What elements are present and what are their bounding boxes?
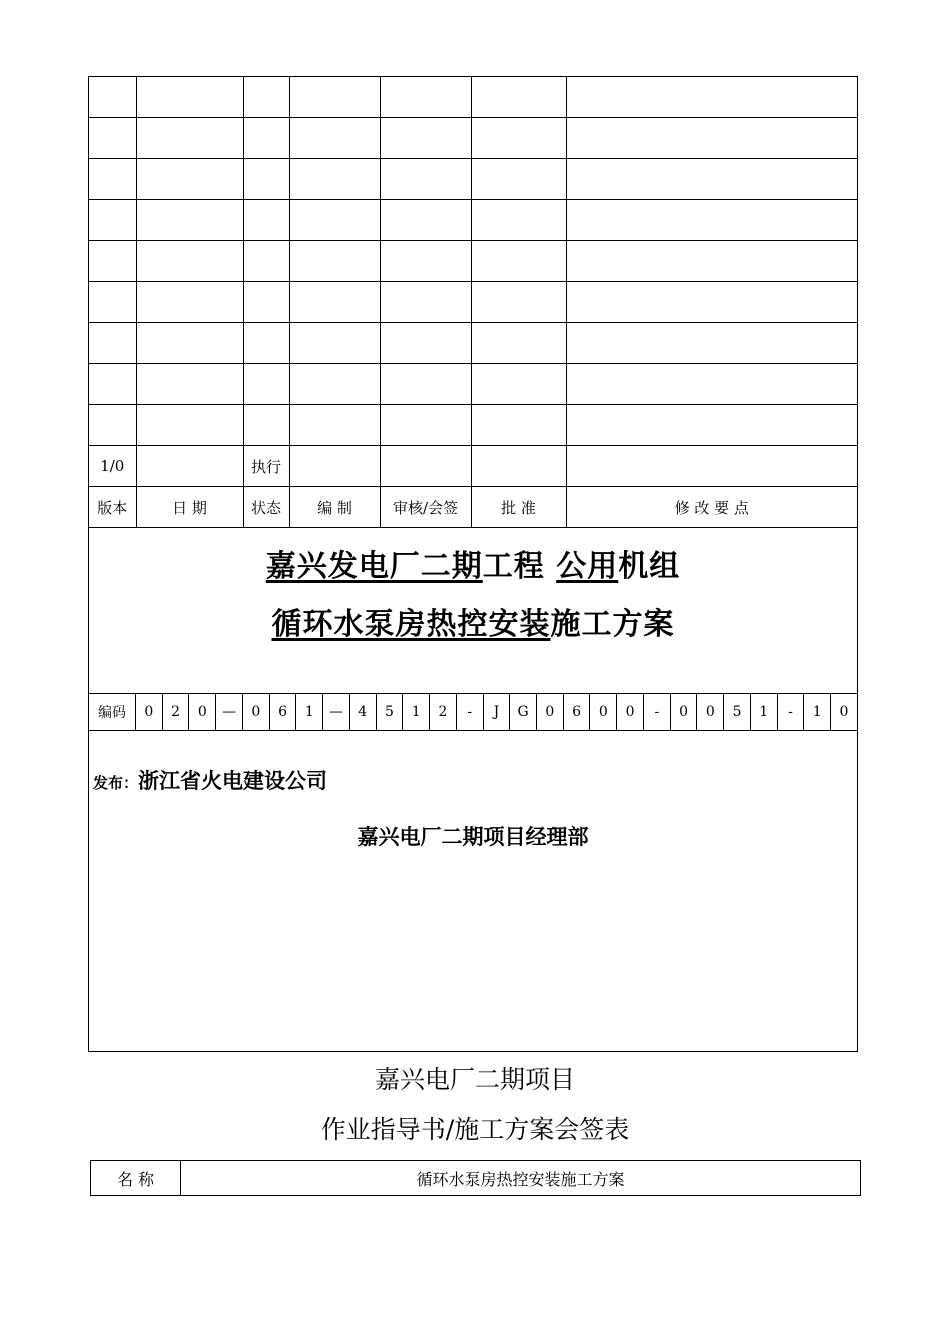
publisher-dept: 嘉兴电厂二期项目经理部 (357, 824, 589, 849)
revision-cell (289, 364, 380, 405)
revision-row-empty (89, 159, 857, 200)
form-title: 作业指导书/施工方案会签表 (320, 1115, 630, 1144)
code-char: J (484, 694, 511, 730)
revision-cell (89, 323, 136, 364)
revision-cell (380, 118, 471, 159)
status-cell: 执行 (243, 446, 289, 487)
revision-cell (136, 200, 243, 241)
revision-cell (289, 77, 380, 118)
revision-cell (89, 282, 136, 323)
document-code-row (89, 693, 857, 731)
revision-cell (136, 323, 243, 364)
revision-cell (471, 200, 566, 241)
revision-cell (289, 159, 380, 200)
revision-cell (243, 159, 289, 200)
code-char: 2 (430, 694, 457, 730)
revision-row-empty (89, 241, 857, 282)
title-area (89, 525, 857, 693)
code-char: 6 (564, 694, 591, 730)
compiled-cell (289, 446, 380, 487)
revision-row-empty (89, 364, 857, 405)
revision-cell (136, 77, 243, 118)
code-char: — (323, 694, 350, 730)
revision-cell (566, 323, 857, 364)
revision-cell (289, 241, 380, 282)
revision-row-filled (89, 446, 857, 487)
code-char: 0 (839, 704, 849, 720)
revision-cell (289, 405, 380, 446)
revision-cell (243, 77, 289, 118)
document-title-line-1 (89, 541, 857, 585)
code-char: 0 (671, 694, 698, 730)
revision-cell (566, 241, 857, 282)
code-char: - (778, 694, 805, 730)
revision-row-empty (89, 282, 857, 323)
revision-cell (471, 241, 566, 282)
title-part: 施工方案 (550, 607, 675, 642)
signoff-table (90, 1160, 861, 1196)
version-cell: 1/0 (89, 446, 136, 487)
revision-cell (566, 118, 857, 159)
revision-cell (471, 364, 566, 405)
header-date: 日 期 (136, 487, 243, 528)
code-char: — (216, 694, 243, 730)
revision-cell (89, 405, 136, 446)
revision-cell (380, 405, 471, 446)
revision-cell (136, 241, 243, 282)
revision-cell (243, 241, 289, 282)
points-cell (566, 446, 857, 487)
revision-row-empty (89, 405, 857, 446)
revision-cell (380, 241, 471, 282)
revision-cell (471, 77, 566, 118)
revision-cell (380, 77, 471, 118)
revision-cell (566, 405, 857, 446)
document-title-line-2 (89, 599, 857, 643)
revision-cell (380, 200, 471, 241)
header-approve: 批 准 (471, 487, 566, 528)
revision-cell (89, 77, 136, 118)
title-part: 机组 (618, 549, 681, 584)
header-status: 状态 (243, 487, 289, 528)
revision-cell (380, 364, 471, 405)
revision-cell (289, 200, 380, 241)
revision-cell (89, 159, 136, 200)
code-char: 0 (537, 694, 564, 730)
code-char: 0 (617, 694, 644, 730)
revision-cell (380, 282, 471, 323)
code-char: 5 (377, 694, 404, 730)
revision-cell (566, 282, 857, 323)
revision-row-empty (89, 77, 857, 118)
signoff-name-row (91, 1161, 861, 1196)
project-title: 嘉兴电厂二期项目 (374, 1065, 575, 1094)
publisher-org: 浙江省火电建设公司 (138, 768, 328, 793)
revision-cell (289, 323, 380, 364)
revision-cell (243, 282, 289, 323)
revision-cell (566, 364, 857, 405)
revision-row-empty (89, 118, 857, 159)
code-char: - (644, 694, 671, 730)
code-char: 6 (270, 694, 297, 730)
revision-cell (289, 118, 380, 159)
revision-cell (471, 323, 566, 364)
revision-header-row (89, 487, 857, 528)
code-char: 1 (804, 694, 831, 730)
code-label: 编码 (89, 694, 136, 730)
review-cell (380, 446, 471, 487)
code-char: 1 (403, 694, 430, 730)
revision-cell (471, 405, 566, 446)
revision-cell (136, 364, 243, 405)
title-part: 公用 (556, 549, 619, 584)
publisher-label: 发布： (93, 774, 139, 792)
revision-cell (243, 323, 289, 364)
code-char: 1 (751, 694, 778, 730)
code-char: 5 (724, 694, 751, 730)
code-char: 0 (590, 694, 617, 730)
code-char: 0 (697, 694, 724, 730)
document-frame (88, 76, 858, 1052)
revision-cell (471, 159, 566, 200)
name-value: 循环水泵房热控安装施工方案 (181, 1161, 861, 1196)
revision-row-empty (89, 323, 857, 364)
revision-cell (566, 159, 857, 200)
code-char: - (457, 694, 484, 730)
revision-cell (566, 77, 857, 118)
code-char: 0 (243, 694, 270, 730)
revision-cell (243, 364, 289, 405)
revision-cell (566, 200, 857, 241)
revision-row-empty (89, 200, 857, 241)
revision-cell (289, 282, 380, 323)
revision-cell (89, 200, 136, 241)
header-version: 版本 (89, 487, 136, 528)
revision-cell (136, 159, 243, 200)
title-part: 嘉兴发电厂二期 (265, 549, 483, 584)
revision-cell (89, 364, 136, 405)
revision-cell (243, 405, 289, 446)
code-char: 4 (350, 694, 377, 730)
title-part: 工程 (482, 549, 557, 584)
revision-cell (380, 159, 471, 200)
revision-cell (89, 241, 136, 282)
header-review: 审核/会签 (380, 487, 471, 528)
revision-table (89, 77, 857, 528)
revision-cell (243, 200, 289, 241)
revision-cell (380, 323, 471, 364)
code-char: 2 (163, 694, 190, 730)
header-compiled: 编 制 (289, 487, 380, 528)
approve-cell (471, 446, 566, 487)
name-label: 名 称 (91, 1161, 181, 1196)
revision-cell (89, 118, 136, 159)
date-cell (136, 446, 243, 487)
revision-cell (136, 405, 243, 446)
revision-cell (243, 118, 289, 159)
title-part: 循环水泵房热控安装 (271, 607, 551, 642)
revision-cell (471, 282, 566, 323)
code-char: 1 (296, 694, 323, 730)
code-char: 0 (189, 694, 216, 730)
revision-cell (471, 118, 566, 159)
revision-cell (136, 118, 243, 159)
revision-cell (136, 282, 243, 323)
code-char: G (510, 694, 537, 730)
code-char: 0 (136, 694, 163, 730)
header-points: 修 改 要 点 (566, 487, 857, 528)
publisher-line (93, 765, 327, 795)
